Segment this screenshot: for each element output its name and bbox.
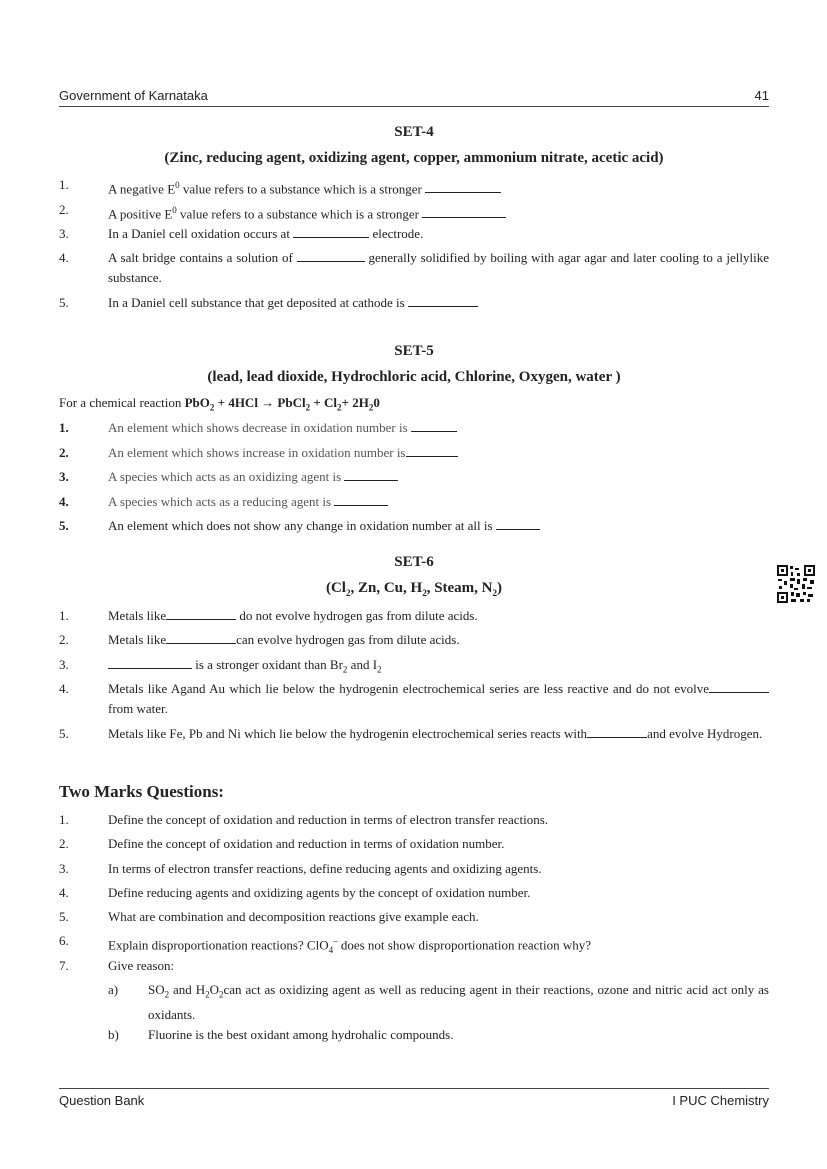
question-number: 5. bbox=[59, 909, 69, 924]
set4-options: (Zinc, reducing agent, oxidizing agent, copper, ammonium nitrate, acetic acid) bbox=[164, 150, 664, 166]
page-header bbox=[59, 88, 769, 107]
question-number: 7. bbox=[59, 958, 69, 973]
question-number: 3. bbox=[59, 861, 69, 876]
question-text: Define reducing agents and oxidizing agents by the concept of oxidation number. bbox=[108, 885, 531, 900]
question-number: 1. bbox=[59, 177, 69, 192]
question-text: In terms of electron transfer reactions, define reducing agents and oxidizing agents. bbox=[108, 861, 542, 876]
set5-title: SET-5 bbox=[394, 343, 434, 359]
reaction-intro: For a chemical reaction bbox=[59, 395, 185, 410]
footer-left: Question Bank bbox=[59, 1093, 145, 1108]
question-text: electrode. bbox=[369, 226, 424, 241]
answer-blank[interactable] bbox=[293, 225, 369, 238]
question-number: 1. bbox=[59, 608, 69, 623]
set6-question-3: 3. is a stronger oxidant than $Br_2$ and $I_2$ bbox=[59, 657, 382, 675]
two-marks-question-4 bbox=[59, 883, 769, 903]
qr-code-icon bbox=[776, 564, 816, 604]
two-marks-heading: Two Marks Questions: bbox=[59, 782, 224, 801]
question-text: A species which acts as a reducing agent is bbox=[108, 494, 335, 509]
question-text: does not show disproportionation reaction why? bbox=[337, 937, 592, 953]
question-text: Define the concept of oxidation and reduction in terms of electron transfer reactions. bbox=[108, 812, 549, 827]
answer-blank[interactable] bbox=[108, 656, 192, 669]
question-number: 6. bbox=[59, 933, 69, 948]
question-number: 4. bbox=[59, 681, 69, 696]
question-text: Metals like bbox=[108, 632, 167, 647]
question-text: Define the concept of oxidation and reduction in terms of oxidation number. bbox=[108, 836, 505, 851]
question-text: generally solidified by boiling with agar agar and later cooling to a jellylike substance. bbox=[108, 250, 769, 285]
superscript: 0 bbox=[175, 180, 180, 190]
question-number: 4. bbox=[59, 250, 69, 265]
answer-blank[interactable] bbox=[344, 468, 398, 481]
question-text: Explain disproportionation reactions? ClO bbox=[108, 937, 329, 953]
two-marks-question-7b bbox=[108, 1025, 769, 1045]
two-marks-question-7 bbox=[59, 956, 769, 976]
question-number: 2. bbox=[59, 202, 69, 217]
question-text: A negative E bbox=[108, 181, 176, 197]
question-number: 4. bbox=[59, 885, 69, 900]
subquestion-label: a) bbox=[108, 982, 119, 997]
question-number: 2. bbox=[59, 836, 69, 851]
question-text: In a Daniel cell substance that get deposited at cathode is bbox=[108, 295, 408, 310]
set4-question-2 bbox=[59, 200, 769, 224]
question-text: A species which acts as an oxidizing agent is bbox=[108, 469, 345, 484]
reaction-line bbox=[59, 395, 380, 413]
page-number: 41 bbox=[754, 88, 769, 103]
question-text: An element which shows increase in oxidation number is bbox=[108, 445, 406, 460]
set6-question-5 bbox=[59, 724, 769, 744]
question-text: Fluorine is the best oxidant among hydrohalic compounds. bbox=[148, 1027, 454, 1042]
superscript: 0 bbox=[172, 205, 177, 215]
subquestion-label: b) bbox=[108, 1027, 119, 1042]
question-number: 1. bbox=[59, 812, 69, 827]
question-text: Metals like Fe, Pb and Ni which lie below the hydrogenin electrochemical series reacts with bbox=[108, 726, 588, 741]
set4-question-3 bbox=[59, 224, 769, 244]
two-marks-question-5 bbox=[59, 907, 769, 927]
set5-options: (lead, lead dioxide, Hydrochloric acid, Chlorine, Oxygen, water ) bbox=[207, 369, 621, 385]
answer-blank[interactable] bbox=[422, 205, 506, 218]
question-number: 5. bbox=[59, 518, 69, 533]
set4-title: SET-4 bbox=[394, 124, 434, 140]
page-footer bbox=[59, 1088, 769, 1113]
question-number: 4. bbox=[59, 494, 69, 509]
question-text: Metals like Agand Au which lie below the hydrogenin electrochemical series are less reactive and do not evolve bbox=[108, 681, 709, 696]
question-text: value refers to a substance which is a stronger bbox=[179, 181, 426, 197]
question-text: and I bbox=[347, 657, 378, 672]
footer-right: I PUC Chemistry bbox=[672, 1093, 769, 1108]
set6-question-2 bbox=[59, 630, 769, 650]
question-text: An element which does not show any change in oxidation number at all is bbox=[108, 518, 496, 533]
answer-blank[interactable] bbox=[587, 725, 647, 738]
header-title: Government of Karnataka bbox=[59, 88, 208, 103]
question-number: 2. bbox=[59, 445, 69, 460]
set4-question-4 bbox=[59, 248, 769, 288]
answer-blank[interactable] bbox=[406, 444, 458, 457]
question-text: can evolve hydrogen gas from dilute acids. bbox=[236, 632, 460, 647]
question-text: A salt bridge contains a solution of bbox=[108, 250, 297, 265]
answer-blank[interactable] bbox=[166, 607, 236, 620]
set4-question-5 bbox=[59, 293, 769, 313]
two-marks-question-7a bbox=[108, 980, 769, 1025]
question-text: In a Daniel cell oxidation occurs at bbox=[108, 226, 294, 241]
set5-question-1 bbox=[59, 418, 769, 438]
set6-question-1 bbox=[59, 606, 769, 626]
set5-question-3 bbox=[59, 467, 769, 487]
question-number: 3. bbox=[59, 469, 69, 484]
two-marks-question-2 bbox=[59, 834, 769, 854]
question-text: and evolve Hydrogen. bbox=[647, 726, 763, 741]
answer-blank[interactable] bbox=[496, 517, 540, 530]
question-text: A positive E bbox=[108, 206, 173, 222]
set5-question-2 bbox=[59, 443, 769, 463]
answer-blank[interactable] bbox=[709, 680, 769, 693]
question-number: 2. bbox=[59, 632, 69, 647]
two-marks-question-1 bbox=[59, 810, 769, 830]
question-text: from water. bbox=[108, 701, 168, 716]
question-text: do not evolve hydrogen gas from dilute acids. bbox=[236, 608, 478, 623]
chemical-equation: PbO$_2$ + 4HCl → PbCl$_2$ + $Cl_2+ 2H_20$ bbox=[184, 395, 380, 413]
set6-title: SET-6 bbox=[394, 554, 434, 570]
set6-question-4 bbox=[59, 679, 769, 719]
question-text: value refers to a substance which is a stronger bbox=[176, 206, 423, 222]
question-text: Give reason: bbox=[108, 958, 175, 973]
question-text: Metals like bbox=[108, 608, 167, 623]
answer-blank[interactable] bbox=[425, 180, 501, 193]
set6-options: ($Cl_2$, Zn, Cu, $H_2$, Steam, $N_2$) bbox=[325, 580, 503, 598]
set4-question-1 bbox=[59, 175, 769, 199]
question-text: is a stronger oxidant than Br bbox=[192, 657, 343, 672]
answer-blank[interactable] bbox=[411, 419, 457, 432]
two-marks-question-6: 6. Explain disproportionation reactions? ClO$_4$– does not show disproportionation reaction why? bbox=[59, 933, 592, 955]
answer-blank[interactable] bbox=[334, 493, 388, 506]
question-text: What are combination and decomposition reactions give example each. bbox=[108, 909, 479, 924]
question-number: 1. bbox=[59, 420, 69, 435]
question-text: $SO_2$ and $H_2O_2can$ act as oxidizing agent as well as reducing agent in their reactions, ozone and nitric acid act only as oxidants. bbox=[148, 982, 769, 1022]
set5-question-5 bbox=[59, 516, 769, 536]
question-number: 3. bbox=[59, 657, 69, 672]
answer-blank[interactable] bbox=[408, 294, 478, 307]
question-number: 5. bbox=[59, 726, 69, 741]
answer-blank[interactable] bbox=[166, 631, 236, 644]
question-text: An element which shows decrease in oxidation number is bbox=[108, 420, 411, 435]
two-marks-question-3 bbox=[59, 859, 769, 879]
set5-question-4 bbox=[59, 492, 769, 512]
question-number: 5. bbox=[59, 295, 69, 310]
answer-blank[interactable] bbox=[297, 249, 365, 262]
question-number: 3. bbox=[59, 226, 69, 241]
